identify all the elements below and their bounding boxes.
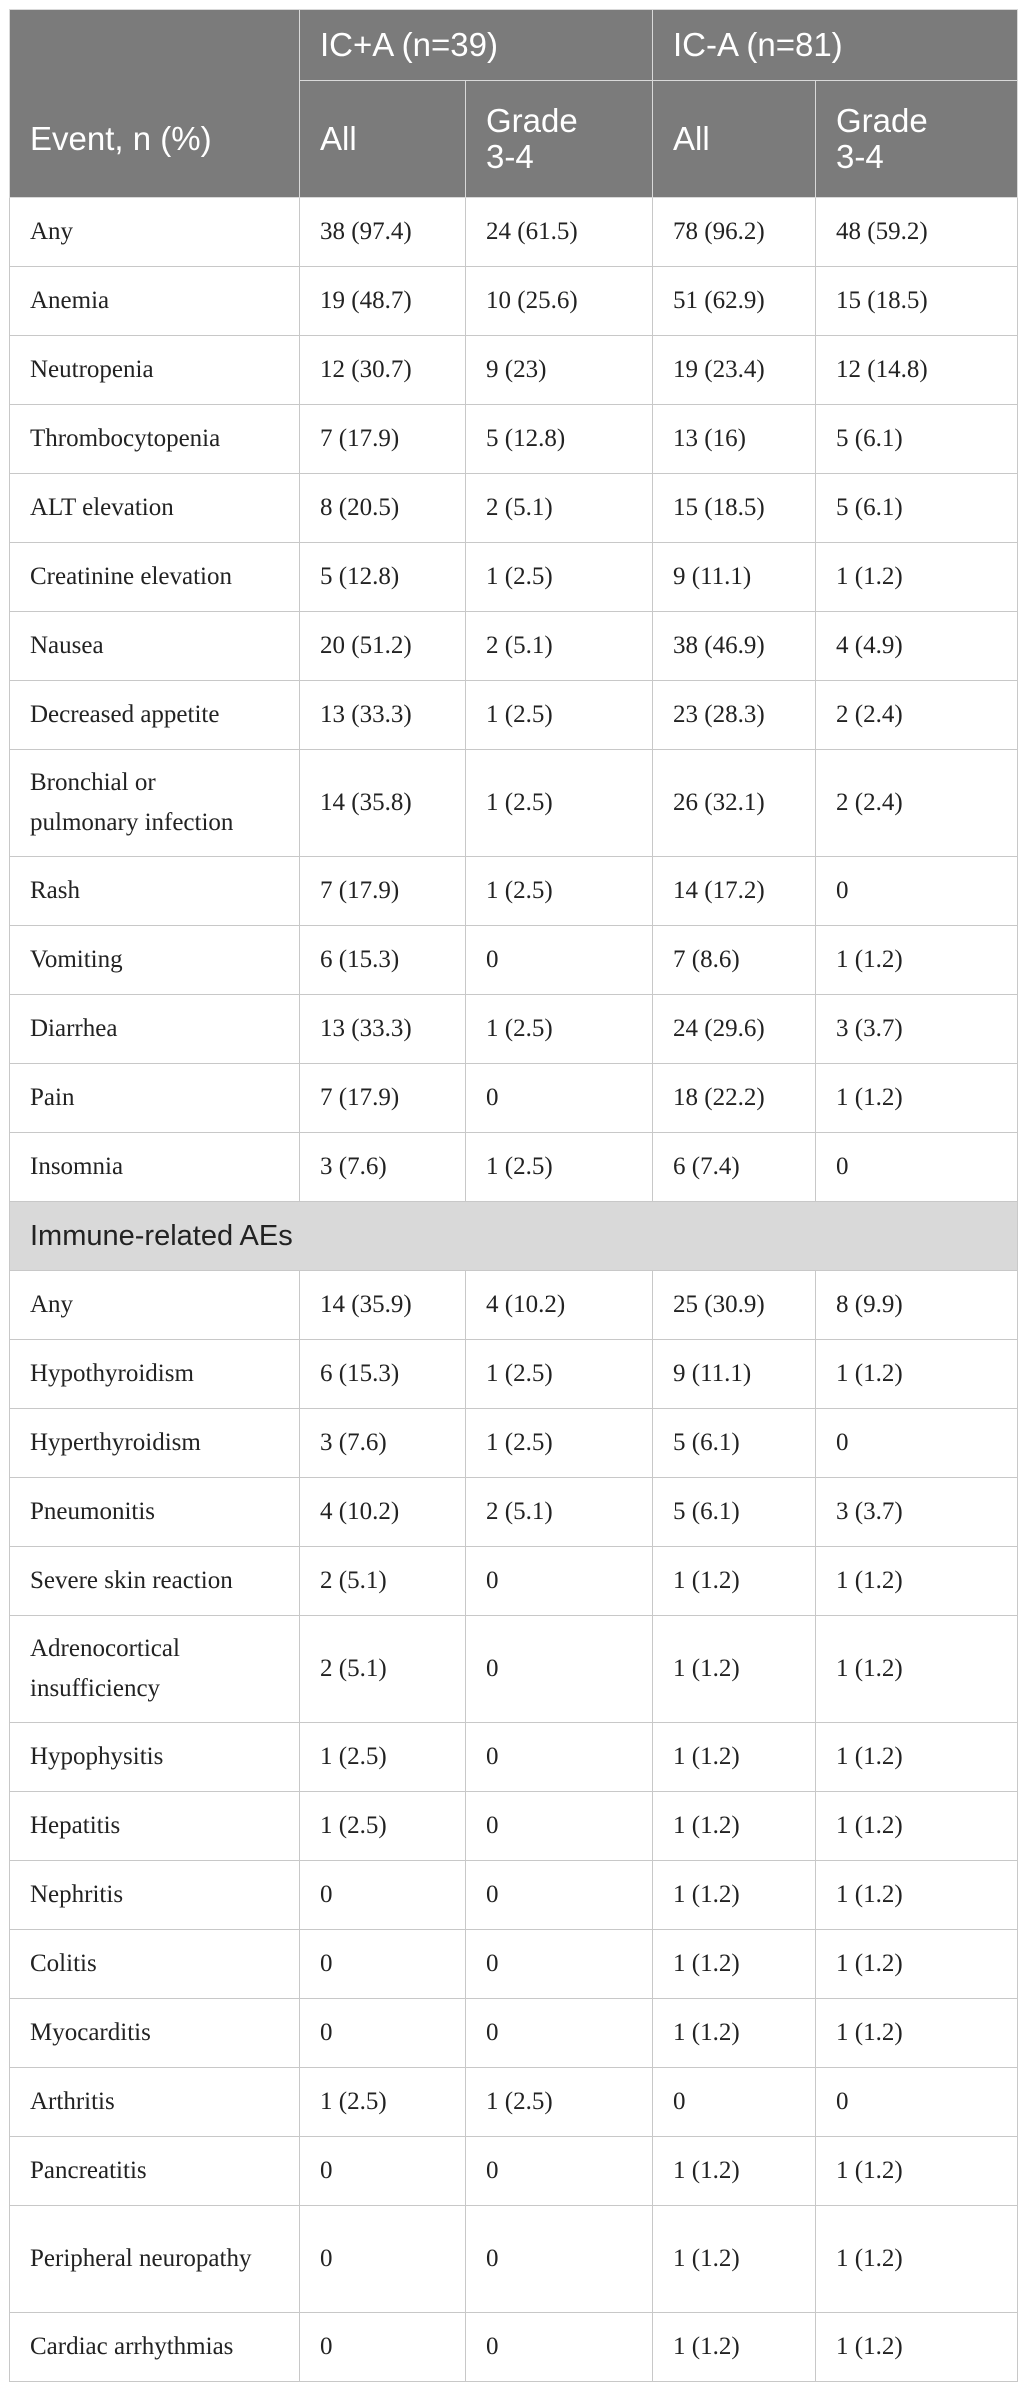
table-row (10, 1271, 1018, 1340)
event-cell: Creatinine elevation (10, 543, 300, 612)
table-row (10, 926, 1018, 995)
header-event-column: Event, n (%) (10, 81, 300, 198)
ic-plus-a-all-cell: 0 (300, 2313, 466, 2382)
event-cell: Pancreatitis (10, 2137, 300, 2206)
table-row (10, 1409, 1018, 1478)
event-cell: Hypothyroidism (10, 1340, 300, 1409)
section-label: Immune-related AEs (10, 1202, 1018, 1271)
ic-minus-a-all-cell: 25 (30.9) (653, 1271, 816, 1340)
ic-plus-a-grade-cell: 1 (2.5) (466, 681, 653, 750)
event-cell: Bronchial or pulmonary infection (10, 750, 300, 857)
table-row (10, 1999, 1018, 2068)
ic-plus-a-grade-cell: 0 (466, 1930, 653, 1999)
ic-minus-a-grade-cell: 1 (1.2) (816, 2137, 1018, 2206)
ic-plus-a-all-cell: 0 (300, 1999, 466, 2068)
event-cell: Insomnia (10, 1133, 300, 1202)
ic-plus-a-grade-cell: 0 (466, 2206, 653, 2313)
table-row (10, 1340, 1018, 1409)
ic-plus-a-all-cell: 2 (5.1) (300, 1616, 466, 1723)
ic-minus-a-grade-cell: 3 (3.7) (816, 1478, 1018, 1547)
ic-plus-a-grade-cell: 0 (466, 1723, 653, 1792)
event-cell: Arthritis (10, 2068, 300, 2137)
ic-minus-a-grade-cell: 1 (1.2) (816, 2313, 1018, 2382)
table-row (10, 995, 1018, 1064)
ic-plus-a-all-cell: 20 (51.2) (300, 612, 466, 681)
event-cell: Nausea (10, 612, 300, 681)
event-cell: Decreased appetite (10, 681, 300, 750)
ic-plus-a-grade-cell: 1 (2.5) (466, 1133, 653, 1202)
ic-plus-a-all-cell: 6 (15.3) (300, 1340, 466, 1409)
adverse-events-table (9, 9, 1018, 2382)
ic-minus-a-all-cell: 14 (17.2) (653, 857, 816, 926)
event-cell: Cardiac arrhythmias (10, 2313, 300, 2382)
ic-minus-a-grade-cell: 0 (816, 1409, 1018, 1478)
ic-minus-a-grade-cell: 8 (9.9) (816, 1271, 1018, 1340)
table-row (10, 857, 1018, 926)
ic-minus-a-grade-cell: 15 (18.5) (816, 267, 1018, 336)
table-row (10, 1478, 1018, 1547)
ic-minus-a-all-cell: 1 (1.2) (653, 1723, 816, 1792)
ic-plus-a-all-cell: 8 (20.5) (300, 474, 466, 543)
event-cell: Hyperthyroidism (10, 1409, 300, 1478)
table-row (10, 405, 1018, 474)
ic-minus-a-all-cell: 7 (8.6) (653, 926, 816, 995)
ic-plus-a-grade-cell: 1 (2.5) (466, 2068, 653, 2137)
ic-plus-a-grade-cell: 5 (12.8) (466, 405, 653, 474)
header-grade-ic-minus-a: Grade 3-4 (816, 81, 1018, 198)
header-row-columns (10, 81, 1018, 198)
ic-minus-a-grade-cell: 1 (1.2) (816, 1861, 1018, 1930)
ic-plus-a-grade-cell: 2 (5.1) (466, 612, 653, 681)
ic-minus-a-all-cell: 6 (7.4) (653, 1133, 816, 1202)
table-row (10, 1064, 1018, 1133)
ic-minus-a-grade-cell: 0 (816, 2068, 1018, 2137)
header-all-ic-plus-a: All (300, 81, 466, 198)
ic-plus-a-grade-cell: 4 (10.2) (466, 1271, 653, 1340)
ic-minus-a-all-cell: 51 (62.9) (653, 267, 816, 336)
ic-minus-a-grade-cell: 48 (59.2) (816, 198, 1018, 267)
ic-plus-a-all-cell: 1 (2.5) (300, 1792, 466, 1861)
ic-minus-a-all-cell: 5 (6.1) (653, 1478, 816, 1547)
header-group-ic-plus-a: IC+A (n=39) (300, 10, 653, 81)
ic-plus-a-all-cell: 5 (12.8) (300, 543, 466, 612)
ic-minus-a-grade-cell: 0 (816, 1133, 1018, 1202)
ic-plus-a-grade-cell: 2 (5.1) (466, 474, 653, 543)
ic-plus-a-grade-cell: 24 (61.5) (466, 198, 653, 267)
ic-minus-a-all-cell: 1 (1.2) (653, 1547, 816, 1616)
ic-plus-a-grade-cell: 9 (23) (466, 336, 653, 405)
ic-minus-a-grade-cell: 1 (1.2) (816, 1616, 1018, 1723)
ic-minus-a-grade-cell: 2 (2.4) (816, 681, 1018, 750)
ic-minus-a-all-cell: 1 (1.2) (653, 2313, 816, 2382)
event-cell: Nephritis (10, 1861, 300, 1930)
ic-minus-a-grade-cell: 1 (1.2) (816, 1723, 1018, 1792)
event-cell: Myocarditis (10, 1999, 300, 2068)
ic-plus-a-grade-cell: 1 (2.5) (466, 543, 653, 612)
ic-minus-a-all-cell: 18 (22.2) (653, 1064, 816, 1133)
ic-plus-a-all-cell: 3 (7.6) (300, 1409, 466, 1478)
ic-minus-a-grade-cell: 5 (6.1) (816, 474, 1018, 543)
ic-minus-a-all-cell: 1 (1.2) (653, 1861, 816, 1930)
ic-plus-a-grade-cell: 1 (2.5) (466, 1409, 653, 1478)
ic-plus-a-grade-cell: 1 (2.5) (466, 750, 653, 857)
event-cell: Vomiting (10, 926, 300, 995)
ic-minus-a-all-cell: 19 (23.4) (653, 336, 816, 405)
ic-plus-a-grade-cell: 0 (466, 2137, 653, 2206)
adverse-events-table-container (9, 9, 1017, 2382)
event-cell: Anemia (10, 267, 300, 336)
ic-minus-a-all-cell: 26 (32.1) (653, 750, 816, 857)
table-row (10, 2137, 1018, 2206)
ic-minus-a-all-cell: 24 (29.6) (653, 995, 816, 1064)
ic-minus-a-all-cell: 13 (16) (653, 405, 816, 474)
table-row (10, 543, 1018, 612)
ic-minus-a-all-cell: 9 (11.1) (653, 543, 816, 612)
ic-plus-a-all-cell: 3 (7.6) (300, 1133, 466, 1202)
ic-plus-a-all-cell: 7 (17.9) (300, 405, 466, 474)
ic-minus-a-grade-cell: 1 (1.2) (816, 2206, 1018, 2313)
table-row (10, 267, 1018, 336)
header-group-ic-minus-a: IC-A (n=81) (653, 10, 1018, 81)
table-row (10, 612, 1018, 681)
table-row (10, 2206, 1018, 2313)
ic-minus-a-grade-cell: 1 (1.2) (816, 1999, 1018, 2068)
ic-minus-a-grade-cell: 1 (1.2) (816, 1930, 1018, 1999)
ic-minus-a-grade-cell: 3 (3.7) (816, 995, 1018, 1064)
ic-minus-a-all-cell: 1 (1.2) (653, 1930, 816, 1999)
ic-plus-a-all-cell: 0 (300, 2206, 466, 2313)
ic-plus-a-all-cell: 14 (35.8) (300, 750, 466, 857)
event-cell: Severe skin reaction (10, 1547, 300, 1616)
ic-plus-a-all-cell: 0 (300, 1861, 466, 1930)
ic-minus-a-grade-cell: 2 (2.4) (816, 750, 1018, 857)
ic-plus-a-grade-cell: 1 (2.5) (466, 995, 653, 1064)
ic-plus-a-all-cell: 6 (15.3) (300, 926, 466, 995)
ic-plus-a-all-cell: 12 (30.7) (300, 336, 466, 405)
table-row (10, 2313, 1018, 2382)
event-cell: Hepatitis (10, 1792, 300, 1861)
event-cell: Any (10, 198, 300, 267)
event-cell: Neutropenia (10, 336, 300, 405)
ic-minus-a-grade-cell: 4 (4.9) (816, 612, 1018, 681)
ic-plus-a-grade-cell: 1 (2.5) (466, 1340, 653, 1409)
ic-minus-a-grade-cell: 1 (1.2) (816, 1064, 1018, 1133)
ic-plus-a-all-cell: 14 (35.9) (300, 1271, 466, 1340)
table-row (10, 1133, 1018, 1202)
event-cell: Rash (10, 857, 300, 926)
ic-plus-a-all-cell: 1 (2.5) (300, 1723, 466, 1792)
table-row (10, 1723, 1018, 1792)
ic-minus-a-all-cell: 15 (18.5) (653, 474, 816, 543)
header-grade-ic-plus-a: Grade 3-4 (466, 81, 653, 198)
ic-minus-a-all-cell: 1 (1.2) (653, 2206, 816, 2313)
ic-minus-a-grade-cell: 1 (1.2) (816, 1547, 1018, 1616)
ic-minus-a-grade-cell: 1 (1.2) (816, 926, 1018, 995)
ic-plus-a-all-cell: 1 (2.5) (300, 2068, 466, 2137)
ic-minus-a-all-cell: 0 (653, 2068, 816, 2137)
ic-minus-a-grade-cell: 1 (1.2) (816, 543, 1018, 612)
event-cell: ALT elevation (10, 474, 300, 543)
ic-plus-a-grade-cell: 0 (466, 1792, 653, 1861)
ic-plus-a-all-cell: 0 (300, 2137, 466, 2206)
table-row (10, 1547, 1018, 1616)
table-row (10, 474, 1018, 543)
ic-plus-a-all-cell: 38 (97.4) (300, 198, 466, 267)
ic-plus-a-all-cell: 2 (5.1) (300, 1547, 466, 1616)
event-cell: Peripheral neuropathy (10, 2206, 300, 2313)
ic-minus-a-all-cell: 1 (1.2) (653, 1616, 816, 1723)
table-row (10, 1792, 1018, 1861)
ic-plus-a-all-cell: 0 (300, 1930, 466, 1999)
ic-plus-a-all-cell: 13 (33.3) (300, 995, 466, 1064)
table-row (10, 750, 1018, 857)
ic-minus-a-all-cell: 23 (28.3) (653, 681, 816, 750)
table-row (10, 1930, 1018, 1999)
ic-minus-a-all-cell: 38 (46.9) (653, 612, 816, 681)
table-row (10, 336, 1018, 405)
table-row (10, 2068, 1018, 2137)
event-cell: Diarrhea (10, 995, 300, 1064)
ic-plus-a-grade-cell: 0 (466, 1861, 653, 1930)
event-cell: Hypophysitis (10, 1723, 300, 1792)
event-cell: Pneumonitis (10, 1478, 300, 1547)
ic-minus-a-grade-cell: 0 (816, 857, 1018, 926)
table-row (10, 1616, 1018, 1723)
header-all-ic-minus-a: All (653, 81, 816, 198)
ic-minus-a-all-cell: 1 (1.2) (653, 2137, 816, 2206)
ic-minus-a-grade-cell: 12 (14.8) (816, 336, 1018, 405)
ic-plus-a-all-cell: 7 (17.9) (300, 1064, 466, 1133)
event-cell: Thrombocytopenia (10, 405, 300, 474)
ic-plus-a-grade-cell: 2 (5.1) (466, 1478, 653, 1547)
ic-minus-a-grade-cell: 5 (6.1) (816, 405, 1018, 474)
header-blank-cell (10, 10, 300, 81)
ic-plus-a-grade-cell: 0 (466, 1999, 653, 2068)
ic-plus-a-all-cell: 13 (33.3) (300, 681, 466, 750)
ic-minus-a-all-cell: 5 (6.1) (653, 1409, 816, 1478)
ic-minus-a-all-cell: 78 (96.2) (653, 198, 816, 267)
ic-minus-a-all-cell: 1 (1.2) (653, 1792, 816, 1861)
ic-plus-a-grade-cell: 1 (2.5) (466, 857, 653, 926)
ic-plus-a-all-cell: 7 (17.9) (300, 857, 466, 926)
header-row-groups (10, 10, 1018, 81)
ic-plus-a-grade-cell: 0 (466, 2313, 653, 2382)
event-cell: Any (10, 1271, 300, 1340)
table-header (10, 10, 1018, 198)
table-row (10, 1861, 1018, 1930)
table-row (10, 198, 1018, 267)
ic-plus-a-grade-cell: 0 (466, 1616, 653, 1723)
ic-minus-a-grade-cell: 1 (1.2) (816, 1792, 1018, 1861)
event-cell: Adrenocortical insufficiency (10, 1616, 300, 1723)
event-cell: Colitis (10, 1930, 300, 1999)
ic-minus-a-grade-cell: 1 (1.2) (816, 1340, 1018, 1409)
table-body (10, 198, 1018, 2382)
ic-plus-a-all-cell: 4 (10.2) (300, 1478, 466, 1547)
ic-plus-a-grade-cell: 0 (466, 1547, 653, 1616)
section-row-immune-related (10, 1202, 1018, 1271)
ic-plus-a-all-cell: 19 (48.7) (300, 267, 466, 336)
event-cell: Pain (10, 1064, 300, 1133)
ic-plus-a-grade-cell: 0 (466, 1064, 653, 1133)
ic-minus-a-all-cell: 9 (11.1) (653, 1340, 816, 1409)
ic-minus-a-all-cell: 1 (1.2) (653, 1999, 816, 2068)
table-row (10, 681, 1018, 750)
ic-plus-a-grade-cell: 10 (25.6) (466, 267, 653, 336)
ic-plus-a-grade-cell: 0 (466, 926, 653, 995)
